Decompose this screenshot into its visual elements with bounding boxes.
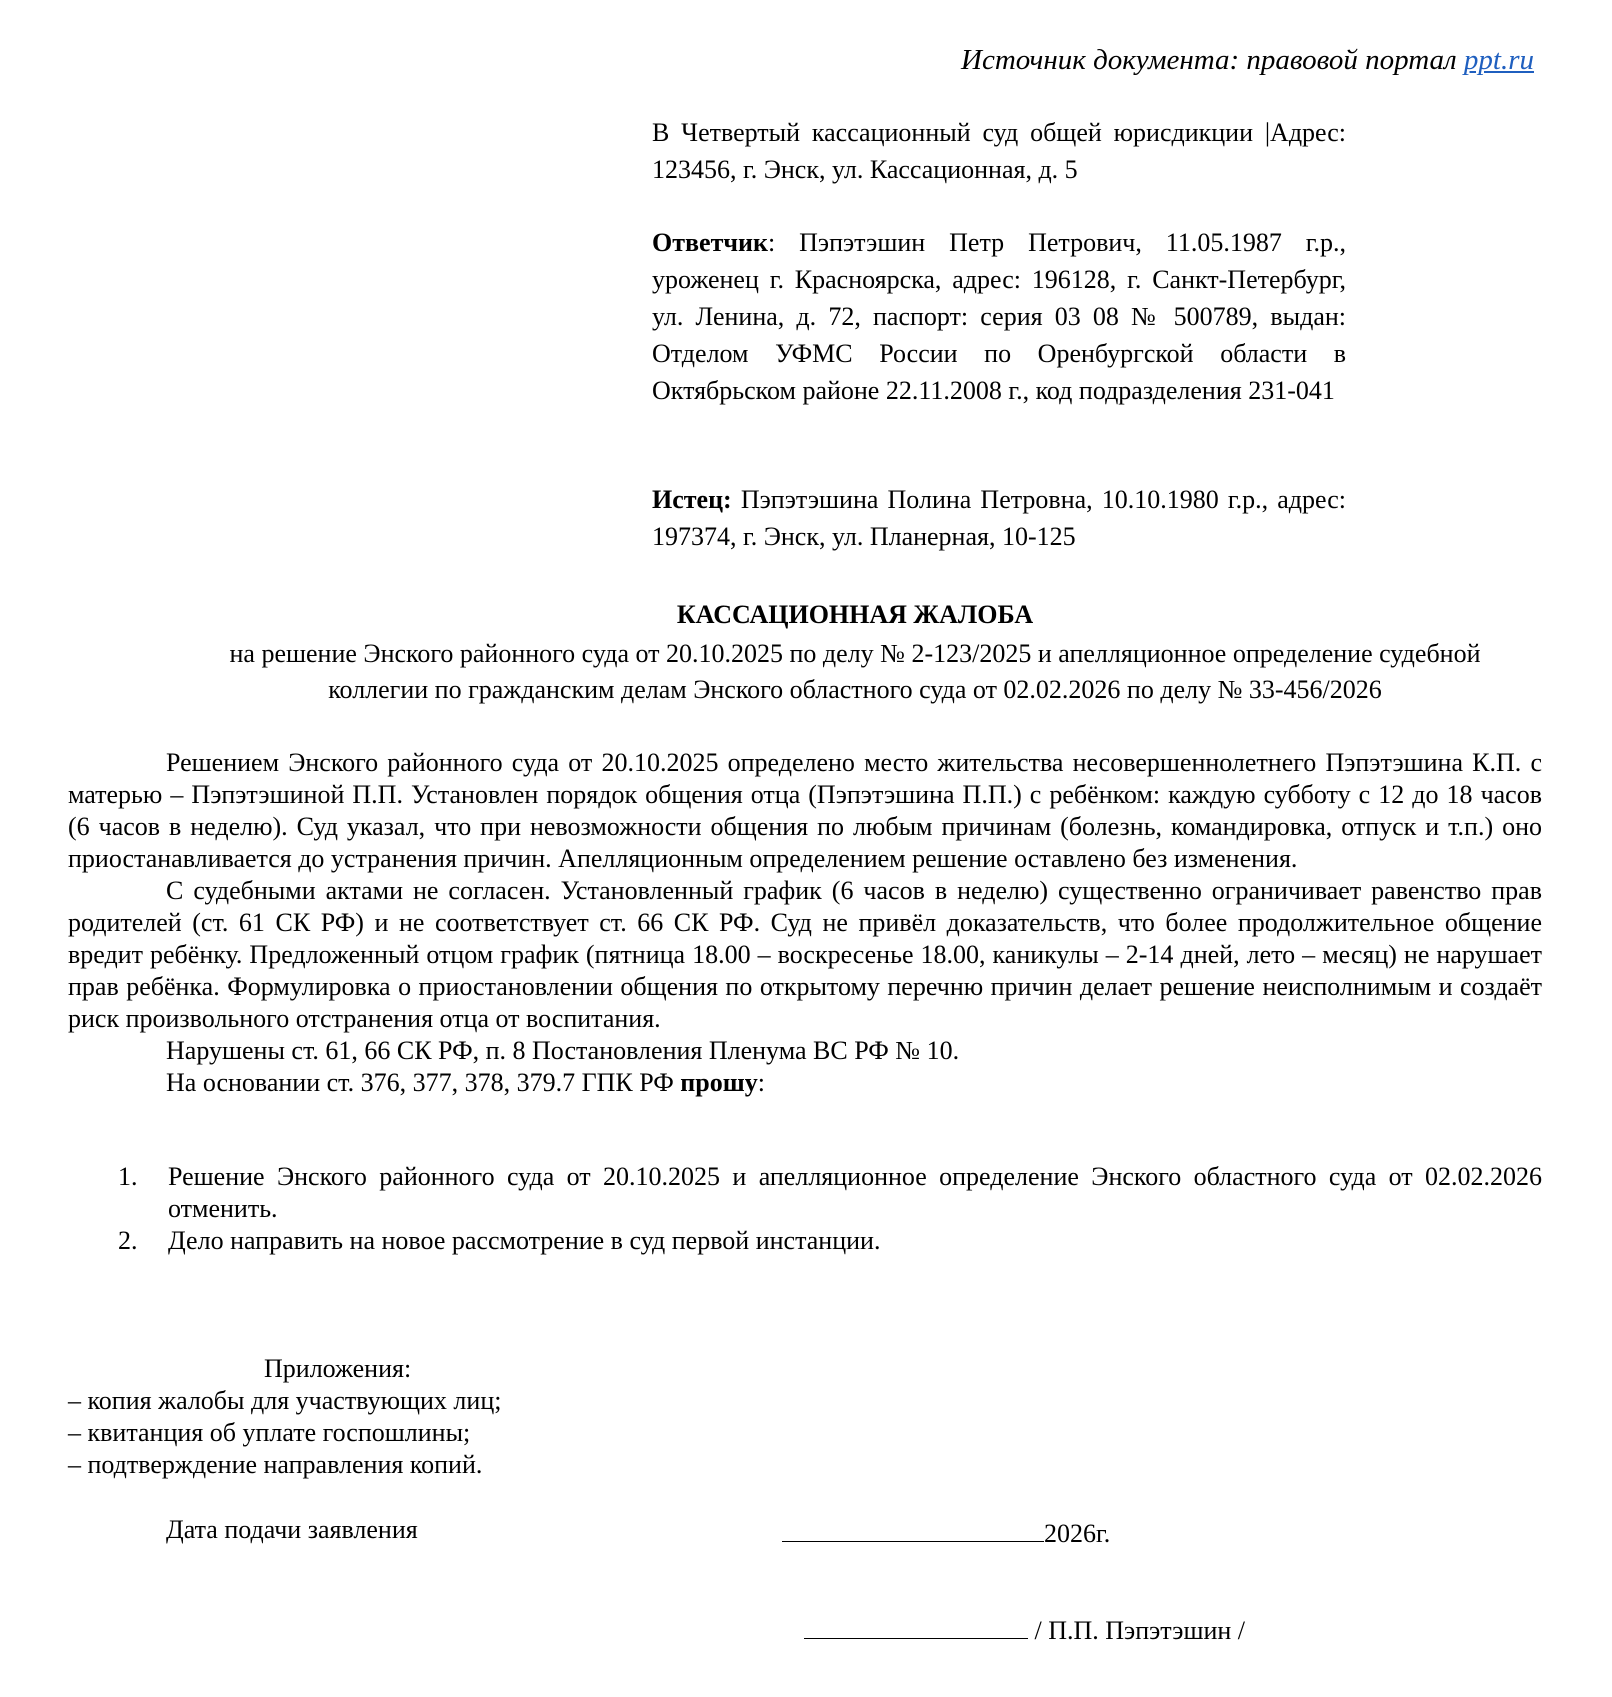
requests-list — [68, 1161, 1542, 1257]
source-prefix: Источник документа: правовой портал — [961, 44, 1464, 76]
list-item — [68, 1161, 1542, 1225]
plaintiff-block — [652, 481, 1346, 555]
court-addressee — [652, 114, 1346, 188]
attachment-item: – квитанция об уплате госпошлины; — [68, 1418, 471, 1447]
body-paragraph-2: С судебными актами не согласен. Установленный график (6 часов в неделю) существенно ограничивает равенство прав родителей (ст. 61 СК РФ) и не соответствует ст. 66 СК РФ. Суд не привёл доказательств, что более продолжительное общение вредит ребёнку. Предложенный отцом график (пятница 18.00 – воскресенье 18.00, каникулы – 2-14 дней, лето – месяц) не нарушает прав ребёнка. Формулировка о приостановлении общения по открытому перечню причин делает решение неисполнимым и создаёт риск произвольного отстранения отца от воспитания. — [68, 876, 1542, 1033]
request-colon: : — [757, 1068, 765, 1097]
attachments-heading: Приложения: — [264, 1354, 412, 1383]
document-title: КАССАЦИОННАЯ ЖАЛОБА — [676, 600, 1034, 629]
body-paragraph-3: Нарушены ст. 61, 66 СК РФ, п. 8 Постановления Пленума ВС РФ № 10. — [166, 1036, 960, 1065]
subtitle-line-2: коллегии по гражданским делам Энского областного суда от 02.02.2026 по делу № 33-456/2026 — [328, 675, 1382, 704]
list-item-text: Решение Энского районного суда от 20.10.2025 и апелляционное определение Энского областного суда от 02.02.2026 отменить. — [168, 1162, 1542, 1223]
respondent-block — [652, 224, 1346, 409]
filing-date-label: Дата подачи заявления — [166, 1515, 418, 1544]
attachment-item: – копия жалобы для участвующих лиц; — [68, 1386, 502, 1415]
document-subtitle — [175, 636, 1535, 708]
court-line: В Четвертый кассационный суд общей юрисдикции |Адрес: 123456, г. Энск, ул. Кассационная, д. 5 — [652, 118, 1346, 184]
list-item — [68, 1225, 1542, 1257]
document-source — [961, 44, 1534, 77]
subtitle-line-1: на решение Энского районного суда от 20.10.2025 по делу № 2-123/2025 и апелляционное определение судебной — [229, 639, 1481, 668]
respondent-label: Ответчик — [652, 228, 768, 257]
attachment-item: – подтверждение направления копий. — [68, 1450, 483, 1479]
signer-name: / П.П. Пэпэтэшин / — [1028, 1616, 1246, 1645]
filing-date — [782, 1515, 1110, 1549]
date-blank-line — [782, 1515, 1044, 1542]
request-word: прошу — [680, 1068, 758, 1097]
complaint-body — [68, 747, 1542, 1099]
signature-blank-line — [804, 1612, 1028, 1639]
filing-year: 2026г. — [1044, 1519, 1111, 1548]
signature-line — [804, 1612, 1245, 1646]
plaintiff-label: Истец: — [652, 485, 732, 514]
attachments — [68, 1353, 501, 1481]
list-item-number: 2. — [118, 1226, 138, 1255]
source-link[interactable]: ppt.ru — [1463, 44, 1534, 76]
body-paragraph-4 — [68, 1067, 1542, 1099]
respondent-text: : Пэпэтэшин Петр Петрович, 11.05.1987 г.р., уроженец г. Красноярска, адрес: 196128, г. Санкт-Петербург, ул. Ленина, д. 72, паспорт: серия 03 08 № 500789, выдан: Отделом УФМС России по Оренбургской области в Октябрьском районе 22.11.2008 г., код подразделения 231-041 — [652, 228, 1346, 405]
request-intro: На основании ст. 376, 377, 378, 379.7 ГПК РФ — [166, 1068, 681, 1097]
list-item-number: 1. — [118, 1162, 138, 1191]
plaintiff-text: Пэпэтэшина Полина Петровна, 10.10.1980 г.р., адрес: 197374, г. Энск, ул. Планерная, 10-125 — [652, 485, 1346, 551]
list-item-text: Дело направить на новое рассмотрение в суд первой инстанции. — [168, 1226, 881, 1255]
body-paragraph-1: Решением Энского районного суда от 20.10.2025 определено место жительства несовершеннолетнего Пэпэтэшина К.П. с матерью – Пэпэтэшиной П.П. Установлен порядок общения отца (Пэпэтэшина П.П.) с ребёнком: каждую субботу с 12 до 18 часов (6 часов в неделю). Суд указал, что при невозможности общения по любым причинам (болезнь, командировка, отпуск и т.п.) оно приостанавливается до устранения причин. Апелляционным определением решение оставлено без изменения. — [68, 748, 1542, 873]
